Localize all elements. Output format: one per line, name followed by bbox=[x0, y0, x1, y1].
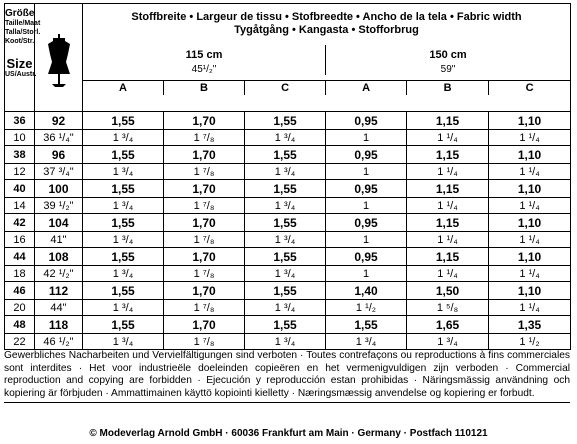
copyright-notice: Gewerbliches Nacharbeiten und Vervielfältigungen sind verboten · Toutes contrefaçons ou reproductions à fins commerciales sont interdites · Het voor industrieële doeleinden copieëren en het vermenigvuldigen zijn verboden · Commercial reproduction and copying are forbidden · Ejecución y reproducción estan prohibidas · Näringsmässig användning och kopiering är förbjuden · Ammattimainen käyttö kopiointi kielletty · Næringsmæssig anvendelse og kopiering er forbudt. bbox=[4, 350, 570, 399]
table-row-metric bbox=[5, 248, 571, 266]
yardage-m-150-b: 1,15 bbox=[407, 214, 489, 232]
bust-cm: 104 bbox=[35, 214, 83, 232]
table-row-metric bbox=[5, 112, 571, 130]
bust-in: 37 ³/₄" bbox=[35, 164, 83, 180]
yardage-m-115-b: 1,70 bbox=[164, 180, 245, 198]
size-label-de: Größe bbox=[5, 8, 35, 19]
yardage-m-150-a: 0,95 bbox=[326, 248, 407, 266]
yardage-yd-115-c: 1 ³/₄ bbox=[245, 130, 326, 146]
bust-in: 36 ¹/₄" bbox=[35, 130, 83, 146]
yardage-yd-115-a: 1 ³/₄ bbox=[83, 300, 164, 316]
bust-in: 41" bbox=[35, 232, 83, 248]
yardage-m-115-a: 1,55 bbox=[83, 316, 164, 334]
fabric-width-header bbox=[83, 4, 571, 112]
size-us: 10 bbox=[5, 130, 35, 146]
size-eu: 44 bbox=[5, 248, 35, 266]
size-label-es-sv: Talla/Storl. bbox=[5, 29, 41, 36]
size-eu: 46 bbox=[5, 282, 35, 300]
size-label-fr-nl: Taille/Maat bbox=[5, 20, 41, 27]
table-row-imperial bbox=[5, 232, 571, 248]
size-eu: 42 bbox=[5, 214, 35, 232]
yardage-yd-115-a: 1 ³/₄ bbox=[83, 232, 164, 248]
table-row-imperial bbox=[5, 130, 571, 146]
yardage-yd-115-b: 1 ⁷/₈ bbox=[164, 232, 245, 248]
size-us: 14 bbox=[5, 198, 35, 214]
yardage-m-150-c: 1,10 bbox=[489, 248, 571, 266]
yardage-yd-150-c: 1 ¹/₂ bbox=[489, 334, 571, 350]
table-row-metric bbox=[5, 146, 571, 164]
yardage-yd-115-b: 1 ⁷/₈ bbox=[164, 130, 245, 146]
width-150-cm: 150 cm bbox=[429, 49, 467, 61]
yardage-yd-115-b: 1 ⁷/₈ bbox=[164, 198, 245, 214]
fabric-width-subtitle: Tygåtgång • Kangasta • Stofforbrug bbox=[234, 24, 419, 36]
column-letter-150-b: B bbox=[406, 81, 488, 95]
yardage-yd-115-c: 1 ³/₄ bbox=[245, 164, 326, 180]
yardage-m-150-c: 1,10 bbox=[489, 180, 571, 198]
yardage-yd-150-b: 1 ¹/₄ bbox=[407, 198, 489, 214]
yardage-m-150-c: 1,10 bbox=[489, 146, 571, 164]
table-row-metric bbox=[5, 180, 571, 198]
yardage-yd-115-b: 1 ⁷/₈ bbox=[164, 334, 245, 350]
table-row-metric bbox=[5, 214, 571, 232]
bust-in: 46 ¹/₂" bbox=[35, 334, 83, 350]
yardage-m-115-b: 1,70 bbox=[164, 282, 245, 300]
fabric-chart-table bbox=[4, 3, 571, 350]
yardage-yd-115-c: 1 ³/₄ bbox=[245, 334, 326, 350]
footer-divider bbox=[4, 402, 570, 403]
bust-in: 44" bbox=[35, 300, 83, 316]
yardage-m-150-a: 0,95 bbox=[326, 146, 407, 164]
yardage-yd-115-c: 1 ³/₄ bbox=[245, 300, 326, 316]
yardage-yd-150-c: 1 ¹/₄ bbox=[489, 130, 571, 146]
yardage-yd-150-a: 1 bbox=[326, 266, 407, 282]
dress-form-icon bbox=[39, 34, 79, 94]
yardage-yd-115-a: 1 ³/₄ bbox=[83, 334, 164, 350]
table-row-metric bbox=[5, 316, 571, 334]
yardage-m-150-b: 1,15 bbox=[407, 112, 489, 130]
yardage-yd-115-b: 1 ⁷/₈ bbox=[164, 266, 245, 282]
size-us: 12 bbox=[5, 164, 35, 180]
yardage-m-115-b: 1,70 bbox=[164, 248, 245, 266]
size-label-cell bbox=[5, 4, 41, 112]
dress-form-cell bbox=[35, 4, 83, 112]
yardage-yd-115-b: 1 ⁷/₈ bbox=[164, 164, 245, 180]
yardage-yd-150-c: 1 ¹/₄ bbox=[489, 198, 571, 214]
size-us: 16 bbox=[5, 232, 35, 248]
yardage-yd-115-c: 1 ³/₄ bbox=[245, 232, 326, 248]
yardage-m-115-b: 1,70 bbox=[164, 146, 245, 164]
yardage-yd-115-c: 1 ³/₄ bbox=[245, 198, 326, 214]
width-115-cm: 115 cm bbox=[185, 49, 223, 61]
yardage-m-115-b: 1,70 bbox=[164, 214, 245, 232]
size-label-us: US/Austr. bbox=[5, 71, 37, 78]
column-letter-150-c: C bbox=[488, 81, 570, 95]
yardage-yd-115-c: 1 ³/₄ bbox=[245, 266, 326, 282]
yardage-yd-150-a: 1 ¹/₂ bbox=[326, 300, 407, 316]
yardage-yd-150-b: 1 ¹/₄ bbox=[407, 164, 489, 180]
table-row-imperial bbox=[5, 198, 571, 214]
yardage-yd-150-a: 1 bbox=[326, 198, 407, 214]
column-letter-115-c: C bbox=[244, 81, 325, 95]
column-letter-150-a: A bbox=[325, 81, 406, 95]
yardage-m-150-b: 1,15 bbox=[407, 248, 489, 266]
yardage-m-150-c: 1,35 bbox=[489, 316, 571, 334]
yardage-yd-115-a: 1 ³/₄ bbox=[83, 164, 164, 180]
bust-cm: 96 bbox=[35, 146, 83, 164]
size-label-en: Size bbox=[6, 56, 33, 71]
yardage-m-115-c: 1,55 bbox=[245, 180, 326, 198]
yardage-yd-150-a: 1 bbox=[326, 130, 407, 146]
yardage-m-150-c: 1,10 bbox=[489, 282, 571, 300]
yardage-m-150-a: 0,95 bbox=[326, 112, 407, 130]
yardage-m-115-a: 1,55 bbox=[83, 282, 164, 300]
bust-cm: 118 bbox=[35, 316, 83, 334]
yardage-m-115-a: 1,55 bbox=[83, 146, 164, 164]
yardage-m-115-a: 1,55 bbox=[83, 180, 164, 198]
fabric-width-title: Stoffbreite • Largeur de tissu • Stofbreedte • Ancho de la tela • Fabric width bbox=[131, 11, 522, 23]
yardage-m-115-b: 1,70 bbox=[164, 316, 245, 334]
yardage-m-115-c: 1,55 bbox=[245, 146, 326, 164]
size-us: 20 bbox=[5, 300, 35, 316]
yardage-yd-150-b: 1 ¹/₄ bbox=[407, 232, 489, 248]
column-letter-115-a: A bbox=[119, 82, 127, 94]
bust-cm: 112 bbox=[35, 282, 83, 300]
yardage-yd-150-c: 1 ¹/₄ bbox=[489, 300, 571, 316]
column-letters-row bbox=[83, 80, 570, 95]
size-eu: 48 bbox=[5, 316, 35, 334]
table-row-metric bbox=[5, 282, 571, 300]
yardage-m-115-c: 1,55 bbox=[245, 248, 326, 266]
size-label-fi-da: Koot/Str. bbox=[5, 38, 35, 45]
yardage-m-115-c: 1,55 bbox=[245, 214, 326, 232]
yardage-m-150-b: 1,50 bbox=[407, 282, 489, 300]
yardage-yd-150-a: 1 bbox=[326, 232, 407, 248]
yardage-yd-150-c: 1 ¹/₄ bbox=[489, 232, 571, 248]
yardage-m-150-a: 1,55 bbox=[326, 316, 407, 334]
size-us: 18 bbox=[5, 266, 35, 282]
yardage-yd-150-a: 1 ³/₄ bbox=[326, 334, 407, 350]
width-150-group bbox=[325, 45, 570, 75]
table-row-imperial bbox=[5, 164, 571, 180]
size-us: 22 bbox=[5, 334, 35, 350]
yardage-m-115-c: 1,55 bbox=[245, 282, 326, 300]
yardage-m-115-c: 1,55 bbox=[245, 112, 326, 130]
size-eu: 36 bbox=[5, 112, 35, 130]
yardage-m-150-c: 1,10 bbox=[489, 112, 571, 130]
yardage-m-115-c: 1,55 bbox=[245, 316, 326, 334]
yardage-m-115-a: 1,55 bbox=[83, 214, 164, 232]
bust-in: 42 ¹/₂" bbox=[35, 266, 83, 282]
table-row-imperial bbox=[5, 266, 571, 282]
yardage-m-150-a: 0,95 bbox=[326, 180, 407, 198]
yardage-m-150-b: 1,15 bbox=[407, 180, 489, 198]
yardage-m-150-a: 1,40 bbox=[326, 282, 407, 300]
bust-cm: 100 bbox=[35, 180, 83, 198]
size-eu: 38 bbox=[5, 146, 35, 164]
yardage-yd-115-a: 1 ³/₄ bbox=[83, 130, 164, 146]
yardage-m-115-a: 1,55 bbox=[83, 248, 164, 266]
yardage-yd-150-c: 1 ¹/₄ bbox=[489, 266, 571, 282]
publisher-line: © Modeverlag Arnold GmbH · 60036 Frankfurt am Main · Germany · Postfach 110121 bbox=[89, 428, 488, 439]
bust-in: 39 ¹/₂" bbox=[35, 198, 83, 214]
width-115-group bbox=[83, 49, 325, 75]
yardage-m-115-b: 1,70 bbox=[164, 112, 245, 130]
yardage-m-115-a: 1,55 bbox=[83, 112, 164, 130]
yardage-yd-150-c: 1 ¹/₄ bbox=[489, 164, 571, 180]
table-row-imperial bbox=[5, 300, 571, 316]
yardage-yd-150-b: 1 ¹/₄ bbox=[407, 130, 489, 146]
width-115-in: 45¹/₂" bbox=[191, 64, 217, 75]
yardage-m-150-a: 0,95 bbox=[326, 214, 407, 232]
size-eu: 40 bbox=[5, 180, 35, 198]
yardage-m-150-c: 1,10 bbox=[489, 214, 571, 232]
column-letter-115-b: B bbox=[163, 81, 244, 95]
yardage-yd-150-a: 1 bbox=[326, 164, 407, 180]
yardage-yd-115-b: 1 ⁷/₈ bbox=[164, 300, 245, 316]
yardage-m-150-b: 1,65 bbox=[407, 316, 489, 334]
yardage-yd-115-a: 1 ³/₄ bbox=[83, 198, 164, 214]
yardage-m-150-b: 1,15 bbox=[407, 146, 489, 164]
bust-cm: 108 bbox=[35, 248, 83, 266]
yardage-yd-150-b: 1 ⁵/₈ bbox=[407, 300, 489, 316]
yardage-yd-150-b: 1 ¹/₄ bbox=[407, 266, 489, 282]
width-150-in: 59" bbox=[440, 64, 456, 75]
yardage-yd-150-b: 1 ³/₄ bbox=[407, 334, 489, 350]
table-row-imperial bbox=[5, 334, 571, 350]
bust-cm: 92 bbox=[35, 112, 83, 130]
yardage-yd-115-a: 1 ³/₄ bbox=[83, 266, 164, 282]
